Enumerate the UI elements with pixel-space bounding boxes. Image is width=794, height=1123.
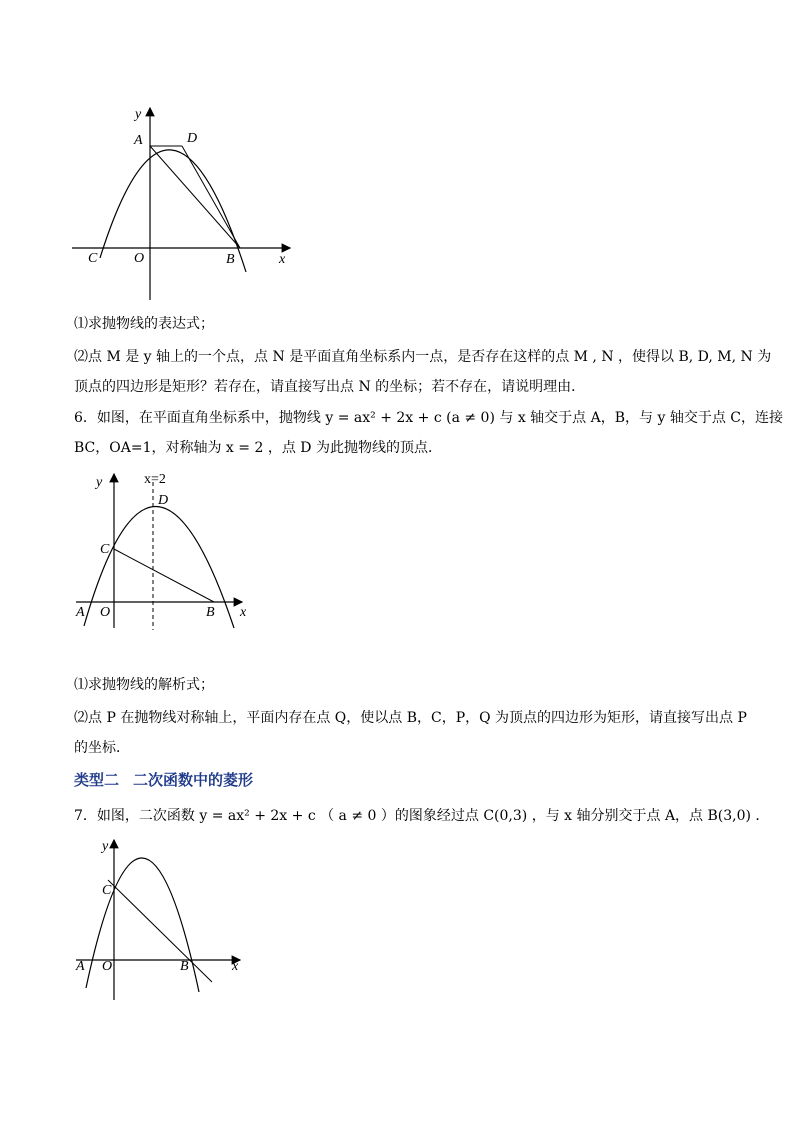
segment-ab — [150, 146, 240, 248]
q7-line1: 7．如图，二次函数 y = ax² + 2x + c （ a ≠ 0 ）的图象经过点 C(0,3) ，与 x 轴分别交于点 A，点 B(3,0) ． — [74, 808, 770, 824]
figure-q6-svg — [64, 468, 264, 638]
label-b: B — [226, 252, 235, 267]
label-o: O — [100, 605, 111, 620]
label-d: D — [158, 493, 169, 508]
label-b: B — [180, 959, 189, 974]
q6-line1: 6．如图，在平面直角坐标系中，抛物线 y = ax² + 2x + c (a ≠ 0) 与 x 轴交于点 A，B，与 y 轴交于点 C，连接 — [74, 410, 783, 426]
label-c: C — [102, 883, 112, 898]
q5-part2-line1: ⑵点 M 是 y 轴上的一个点，点 N 是平面直角坐标系内一点，是否存在这样的点 M , N ，使得以 B, D, M, N 为 — [74, 349, 772, 365]
section-type: 类型二 — [74, 771, 120, 789]
label-a: A — [76, 605, 85, 620]
label-c: C — [88, 251, 98, 266]
label-y: y — [102, 839, 109, 854]
label-y: y — [135, 107, 142, 122]
figure-q7-svg — [64, 836, 264, 1006]
label-y: y — [96, 475, 103, 490]
label-a: A — [134, 133, 143, 148]
section-title: 二次函数中的菱形 — [133, 771, 254, 789]
q6-part1: ⑴求抛物线的解析式； — [74, 677, 214, 693]
parabola — [100, 150, 246, 272]
label-a: A — [76, 959, 85, 974]
label-axis: x=2 — [144, 472, 166, 487]
figure-q5 — [60, 100, 310, 310]
q6-part2-line2: 的坐标． — [74, 740, 130, 756]
label-o: O — [134, 251, 145, 266]
q5-part2-line2: 顶点的四边形是矩形？若存在，请直接写出点 N 的坐标；若不存在，请说明理由． — [74, 379, 586, 395]
label-x: x — [232, 959, 239, 974]
label-c: C — [100, 542, 110, 557]
segment-db — [182, 146, 240, 248]
q6-part2-line1: ⑵点 P 在抛物线对称轴上，平面内存在点 Q，使以点 B，C，P，Q 为顶点的四边形为矩形，请直接写出点 P — [74, 710, 747, 726]
section-heading — [74, 770, 253, 790]
q6-line2: BC，OA=1，对称轴为 x = 2 ，点 D 为此抛物线的顶点． — [74, 440, 442, 456]
label-o: O — [102, 959, 113, 974]
figure-q6 — [64, 468, 264, 638]
label-x: x — [240, 605, 247, 620]
q5-part1: ⑴求抛物线的表达式； — [74, 316, 214, 332]
label-b: B — [206, 605, 215, 620]
segment-bc — [114, 549, 214, 602]
line-bc — [108, 880, 212, 982]
label-x: x — [279, 252, 286, 267]
figure-q7 — [64, 836, 264, 1006]
figure-q5-svg — [60, 100, 310, 310]
label-d: D — [187, 131, 198, 146]
